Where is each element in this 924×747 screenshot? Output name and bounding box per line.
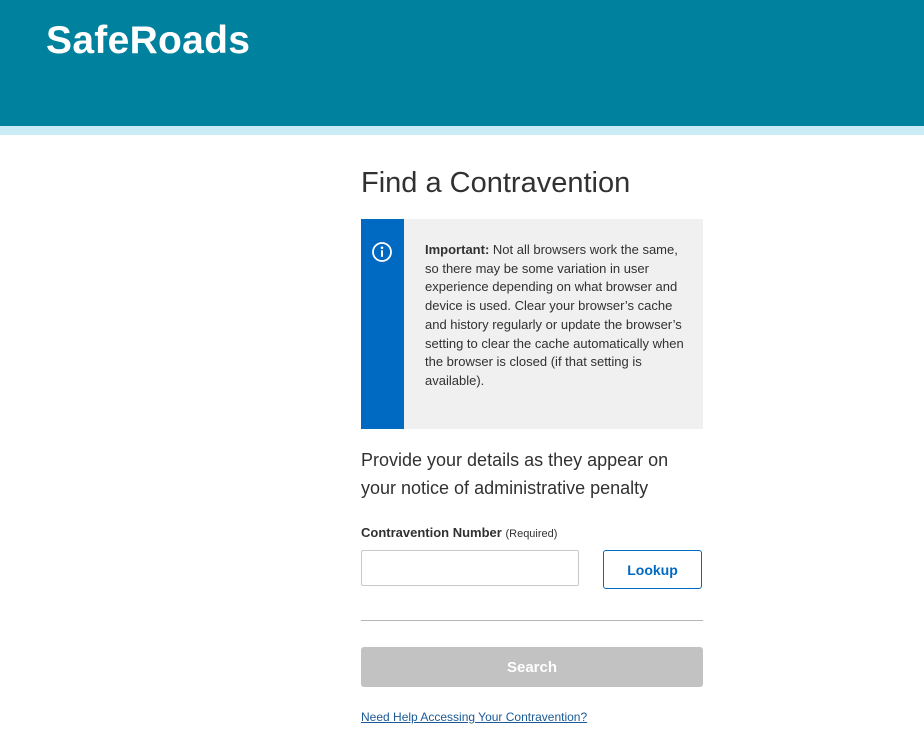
search-button[interactable]: Search [361, 647, 703, 687]
required-label: (Required) [505, 528, 558, 540]
site-header [0, 0, 924, 126]
instructions-text: Provide your details as they appear on your notice of administrative penalty [361, 450, 669, 498]
lookup-button[interactable]: Lookup [603, 550, 702, 589]
contravention-label-text: Contravention Number [361, 525, 502, 540]
contravention-number-label [361, 525, 557, 540]
important-callout [361, 219, 703, 429]
brand-logo[interactable]: SafeRoads [46, 19, 251, 62]
contravention-number-input[interactable] [361, 550, 579, 586]
callout-label: Important: [425, 242, 490, 257]
callout-text [425, 241, 689, 391]
main-content [361, 160, 703, 724]
page-title: Find a Contravention [361, 167, 631, 199]
info-icon [371, 241, 393, 263]
callout-body: Not all browsers work the same, so there may be some variation in user experience depending on what browser and device is used. Clear your browser’s cache and history regularly or update the browser’s setting to clear the cache automatically when the browser is closed (if that setting is available). [425, 242, 684, 388]
divider [361, 620, 703, 621]
callout-bar [361, 219, 404, 429]
header-stripe [0, 126, 924, 135]
help-accessing-link[interactable]: Need Help Accessing Your Contravention? [361, 710, 588, 724]
